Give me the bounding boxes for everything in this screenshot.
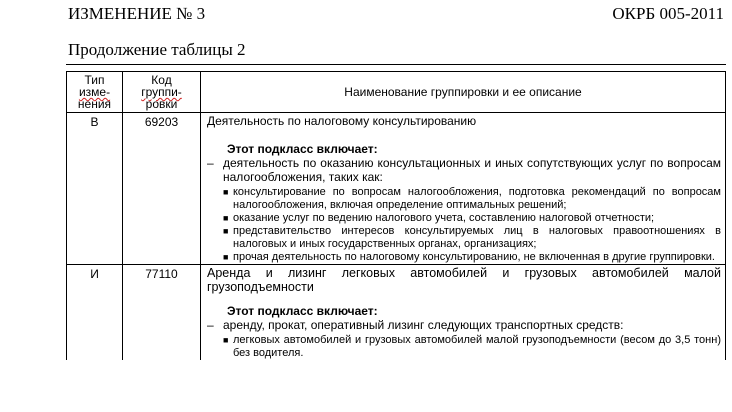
change-type-cell: И bbox=[67, 265, 123, 361]
list-item: ■ консультирование по вопросам налогообложения, подготовка рекомендаций по вопросам налогообложения, включая определение оптимальных решений; bbox=[223, 186, 721, 211]
bullet-marker: ■ bbox=[223, 335, 229, 345]
group-title: Деятельность по налоговому консультированию bbox=[207, 114, 477, 128]
bullet-marker: ■ bbox=[223, 213, 229, 223]
header-rule bbox=[66, 64, 726, 65]
column-header-group-code: Код группи- ровки bbox=[123, 72, 201, 113]
classifier-code: ОКРБ 005-2011 bbox=[612, 4, 724, 23]
dash-item-text: деятельность по оказанию консультационных и иных сопутствующих услуг по вопросам налогообложения, таких как: bbox=[223, 156, 721, 184]
column-header-group-name: Наименование группировки и ее описание bbox=[201, 72, 726, 113]
group-description-cell bbox=[201, 113, 726, 265]
dash-marker: – bbox=[207, 318, 214, 332]
amendment-title: ИЗМЕНЕНИЕ № 3 bbox=[68, 4, 206, 23]
list-item: ■ легковых автомобилей и грузовых автомобилей малой грузоподъемности (весом до 3,5 тонн) без водителя. bbox=[223, 334, 721, 359]
bullet-marker: ■ bbox=[223, 226, 229, 236]
group-code-cell: 69203 bbox=[123, 113, 201, 265]
dash-marker: – bbox=[207, 156, 214, 170]
group-description-cell bbox=[201, 265, 726, 361]
group-code-cell: 77110 bbox=[123, 265, 201, 361]
table-continuation-caption: Продолжение таблицы 2 bbox=[68, 40, 246, 59]
bullet-list bbox=[207, 186, 721, 264]
table-header-row bbox=[67, 72, 726, 113]
list-item: ■ прочая деятельность по налоговому консультированию, не включенная в другие группировки. bbox=[223, 251, 715, 263]
bullet-marker: ■ bbox=[223, 252, 229, 262]
dash-item bbox=[207, 318, 721, 332]
bullet-list bbox=[207, 334, 721, 360]
list-item: ■ представительство интересов консультируемых лиц в налоговых правоотношениях в налоговых и иных государственных органах, организациях; bbox=[223, 225, 721, 250]
classification-table bbox=[66, 71, 726, 360]
column-header-change-type: Тип изме- нения bbox=[67, 72, 123, 113]
table-row bbox=[67, 265, 726, 361]
includes-heading: Этот подкласс включает: bbox=[227, 304, 378, 318]
includes-heading: Этот подкласс включает: bbox=[227, 142, 378, 156]
list-item: ■ оказание услуг по ведению налогового учета, составлению налоговой отчетности; bbox=[223, 212, 655, 224]
group-title: Аренда и лизинг легковых автомобилей и грузовых автомобилей малой грузоподъемности bbox=[207, 266, 721, 294]
table-row bbox=[67, 113, 726, 265]
dash-item bbox=[207, 156, 721, 184]
change-type-cell: В bbox=[67, 113, 123, 265]
bullet-marker: ■ bbox=[223, 187, 229, 197]
dash-item-text: аренду, прокат, оперативный лизинг следующих транспортных средств: bbox=[223, 318, 624, 332]
